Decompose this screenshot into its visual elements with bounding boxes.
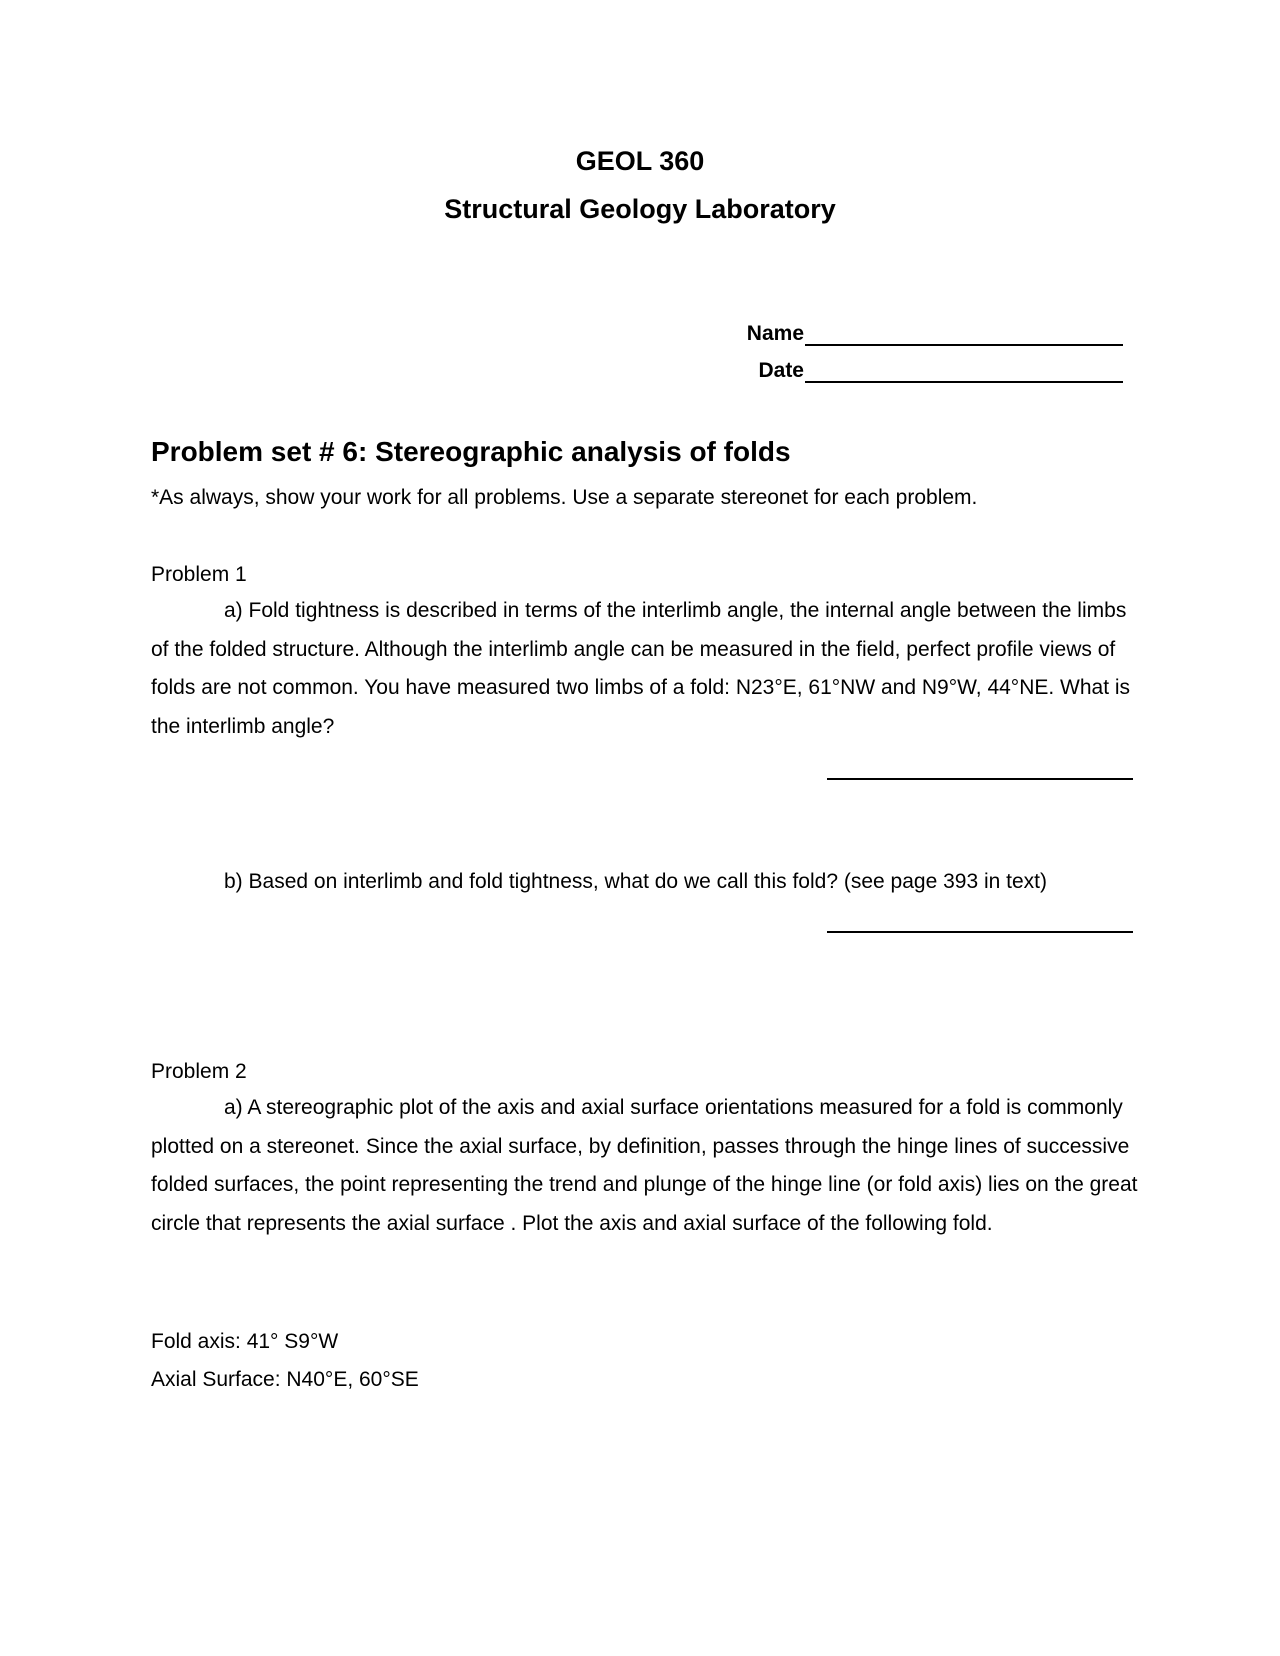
name-blank[interactable] — [805, 322, 1123, 346]
problem-1a-answer-line[interactable] — [827, 778, 1133, 780]
problem-2-heading: Problem 2 — [151, 1060, 247, 1083]
problem-1b-text: b) Based on interlimb and fold tightness, what do we call this fold? (see page 393 in text) — [224, 870, 1047, 893]
problem-set-title: Problem set # 6: Stereographic analysis of folds — [151, 436, 791, 467]
instructions: *As always, show your work for all problems. Use a separate stereonet for each problem. — [151, 486, 978, 509]
name-label: Name — [746, 322, 804, 345]
course-title: GEOL 360 — [575, 146, 705, 176]
fold-axis-value: Fold axis: 41° S9°W — [151, 1330, 339, 1353]
problem-1b-answer-line[interactable] — [827, 931, 1133, 933]
problem-1-heading: Problem 1 — [151, 563, 247, 586]
problem-1a-text: a) Fold tightness is described in terms of the interlimb angle, the internal angle between the limbs of the folded structure. Although the interlimb angle can be measured in the field, perfect profile views of folds are not common. You have measured two limbs of a fold: N23°E, 61°NW and N9°W, 44°NE. What is the interlimb angle? — [151, 599, 1131, 738]
date-label: Date — [758, 359, 804, 382]
problem-2a-text: a) A stereographic plot of the axis and axial surface orientations measured for a fold is commonly plotted on a stereonet. Since the axial surface, by definition, passes through the hinge lines of successive folded surfaces, the point representing the trend and plunge of the hinge line (or fold axis) lies on the great circle that represents the axial surface . Plot the axis and axial surface of the following fold. — [151, 1096, 1138, 1235]
date-field — [758, 359, 1123, 383]
date-blank[interactable] — [805, 359, 1123, 383]
lab-title: Structural Geology Laboratory — [444, 194, 836, 224]
name-field — [747, 322, 1123, 346]
axial-surface-value: Axial Surface: N40°E, 60°SE — [151, 1368, 419, 1391]
